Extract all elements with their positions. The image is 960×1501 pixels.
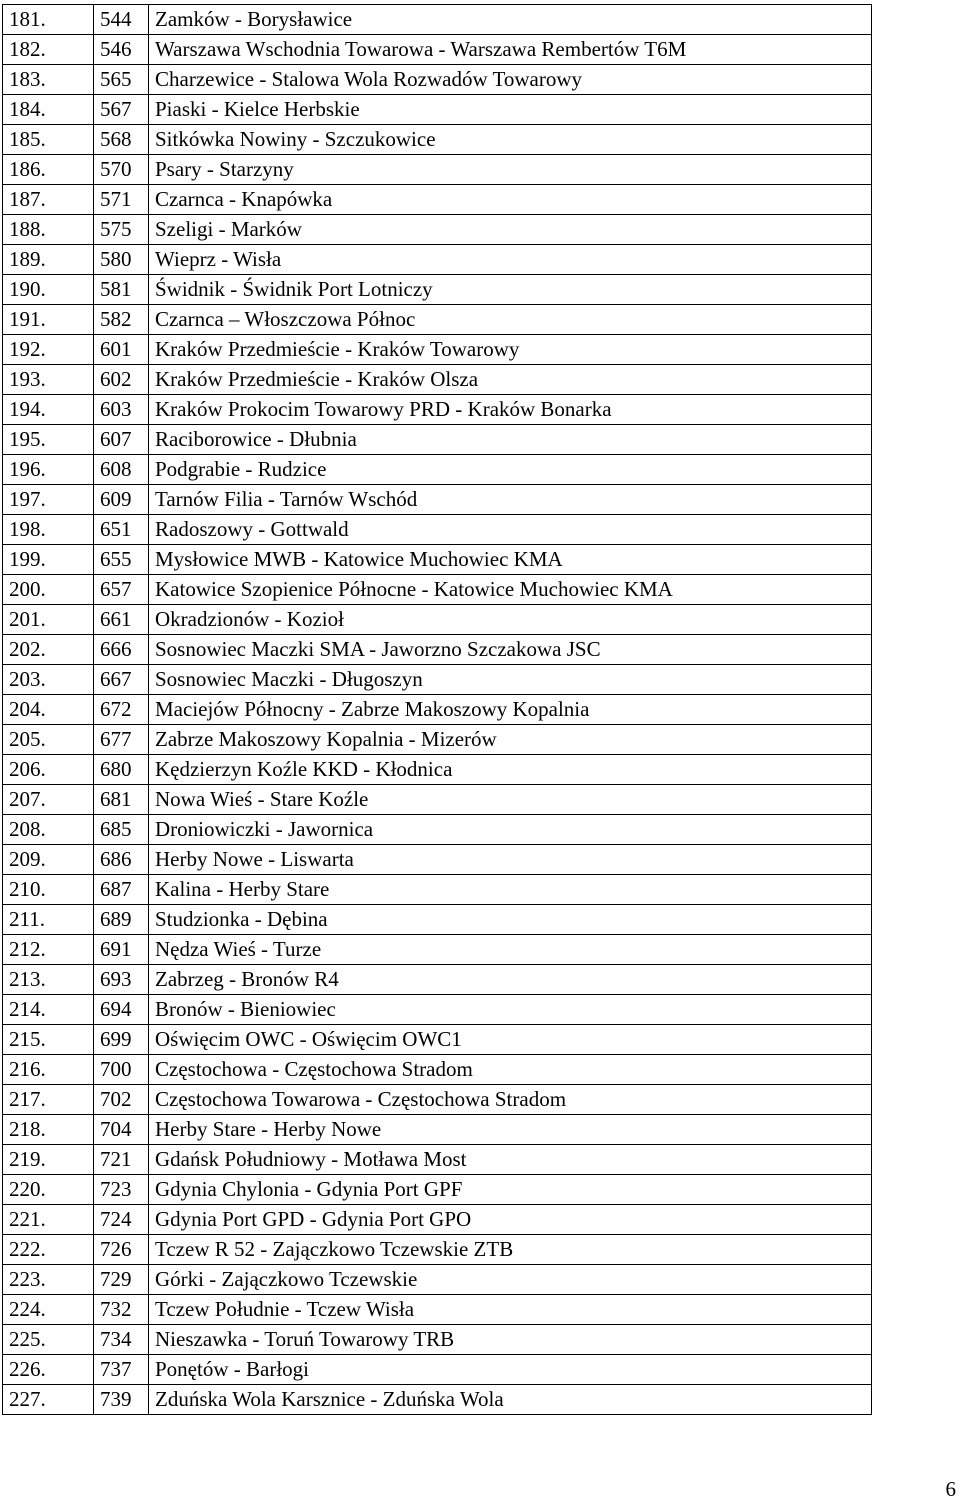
table-row [3, 1205, 872, 1235]
line-name-cell: Kraków Prokocim Towarowy PRD - Kraków Bonarka [149, 395, 872, 425]
table-row [3, 635, 872, 665]
railway-lines-table [2, 4, 872, 1415]
table-row [3, 185, 872, 215]
row-index-cell: 194. [3, 395, 94, 425]
table-row [3, 245, 872, 275]
row-index-cell: 196. [3, 455, 94, 485]
line-number-cell: 667 [94, 665, 149, 695]
table-row [3, 365, 872, 395]
line-number-cell: 737 [94, 1355, 149, 1385]
page-number: 6 [945, 1477, 956, 1501]
table-row [3, 605, 872, 635]
table-row [3, 305, 872, 335]
row-index-cell: 197. [3, 485, 94, 515]
line-name-cell: Kraków Przedmieście - Kraków Olsza [149, 365, 872, 395]
row-index-cell: 201. [3, 605, 94, 635]
line-name-cell: Częstochowa Towarowa - Częstochowa Stradom [149, 1085, 872, 1115]
line-name-cell: Tarnów Filia - Tarnów Wschód [149, 485, 872, 515]
line-name-cell: Gdynia Port GPD - Gdynia Port GPO [149, 1205, 872, 1235]
table-row [3, 785, 872, 815]
line-name-cell: Tczew R 52 - Zajączkowo Tczewskie ZTB [149, 1235, 872, 1265]
row-index-cell: 212. [3, 935, 94, 965]
line-name-cell: Wieprz - Wisła [149, 245, 872, 275]
table-row [3, 125, 872, 155]
table-row [3, 545, 872, 575]
line-name-cell: Bronów - Bieniowiec [149, 995, 872, 1025]
line-number-cell: 726 [94, 1235, 149, 1265]
line-name-cell: Podgrabie - Rudzice [149, 455, 872, 485]
table-row [3, 995, 872, 1025]
row-index-cell: 210. [3, 875, 94, 905]
line-number-cell: 685 [94, 815, 149, 845]
table-row [3, 1235, 872, 1265]
table-row [3, 1385, 872, 1415]
line-name-cell: Gdańsk Południowy - Motława Most [149, 1145, 872, 1175]
line-number-cell: 603 [94, 395, 149, 425]
table-row [3, 905, 872, 935]
row-index-cell: 202. [3, 635, 94, 665]
line-name-cell: Nieszawka - Toruń Towarowy TRB [149, 1325, 872, 1355]
table-row [3, 935, 872, 965]
row-index-cell: 182. [3, 35, 94, 65]
table-row [3, 425, 872, 455]
table-row [3, 965, 872, 995]
table-row [3, 1025, 872, 1055]
table-row [3, 485, 872, 515]
table-row [3, 875, 872, 905]
row-index-cell: 226. [3, 1355, 94, 1385]
table-row [3, 455, 872, 485]
row-index-cell: 208. [3, 815, 94, 845]
row-index-cell: 218. [3, 1115, 94, 1145]
line-number-cell: 702 [94, 1085, 149, 1115]
line-name-cell: Tczew Południe - Tczew Wisła [149, 1295, 872, 1325]
row-index-cell: 219. [3, 1145, 94, 1175]
line-number-cell: 581 [94, 275, 149, 305]
table-row [3, 725, 872, 755]
row-index-cell: 198. [3, 515, 94, 545]
row-index-cell: 205. [3, 725, 94, 755]
table-row [3, 515, 872, 545]
line-number-cell: 694 [94, 995, 149, 1025]
line-number-cell: 677 [94, 725, 149, 755]
table-row [3, 1175, 872, 1205]
line-number-cell: 723 [94, 1175, 149, 1205]
row-index-cell: 185. [3, 125, 94, 155]
table-row [3, 275, 872, 305]
line-number-cell: 544 [94, 5, 149, 35]
line-number-cell: 657 [94, 575, 149, 605]
line-number-cell: 691 [94, 935, 149, 965]
line-number-cell: 693 [94, 965, 149, 995]
table-row [3, 65, 872, 95]
table-row [3, 1115, 872, 1145]
line-number-cell: 704 [94, 1115, 149, 1145]
line-number-cell: 608 [94, 455, 149, 485]
row-index-cell: 204. [3, 695, 94, 725]
line-number-cell: 680 [94, 755, 149, 785]
line-number-cell: 580 [94, 245, 149, 275]
row-index-cell: 223. [3, 1265, 94, 1295]
line-number-cell: 687 [94, 875, 149, 905]
row-index-cell: 213. [3, 965, 94, 995]
table-row [3, 215, 872, 245]
line-number-cell: 666 [94, 635, 149, 665]
line-number-cell: 732 [94, 1295, 149, 1325]
line-number-cell: 689 [94, 905, 149, 935]
row-index-cell: 187. [3, 185, 94, 215]
line-name-cell: Psary - Starzyny [149, 155, 872, 185]
line-number-cell: 575 [94, 215, 149, 245]
line-number-cell: 724 [94, 1205, 149, 1235]
line-name-cell: Droniowiczki - Jawornica [149, 815, 872, 845]
table-body [3, 5, 872, 1415]
line-name-cell: Kalina - Herby Stare [149, 875, 872, 905]
table-row [3, 1325, 872, 1355]
line-name-cell: Zabrzeg - Bronów R4 [149, 965, 872, 995]
row-index-cell: 203. [3, 665, 94, 695]
row-index-cell: 207. [3, 785, 94, 815]
row-index-cell: 222. [3, 1235, 94, 1265]
line-name-cell: Ponętów - Barłogi [149, 1355, 872, 1385]
line-name-cell: Zabrze Makoszowy Kopalnia - Mizerów [149, 725, 872, 755]
row-index-cell: 181. [3, 5, 94, 35]
table-row [3, 155, 872, 185]
table-row [3, 665, 872, 695]
row-index-cell: 190. [3, 275, 94, 305]
line-name-cell: Zduńska Wola Karsznice - Zduńska Wola [149, 1385, 872, 1415]
row-index-cell: 224. [3, 1295, 94, 1325]
line-number-cell: 567 [94, 95, 149, 125]
line-number-cell: 568 [94, 125, 149, 155]
table-row [3, 575, 872, 605]
line-name-cell: Czarnca – Włoszczowa Północ [149, 305, 872, 335]
line-number-cell: 681 [94, 785, 149, 815]
line-number-cell: 601 [94, 335, 149, 365]
line-number-cell: 721 [94, 1145, 149, 1175]
row-index-cell: 209. [3, 845, 94, 875]
line-name-cell: Nowa Wieś - Stare Koźle [149, 785, 872, 815]
row-index-cell: 193. [3, 365, 94, 395]
row-index-cell: 186. [3, 155, 94, 185]
row-index-cell: 206. [3, 755, 94, 785]
row-index-cell: 216. [3, 1055, 94, 1085]
line-name-cell: Charzewice - Stalowa Wola Rozwadów Towarowy [149, 65, 872, 95]
row-index-cell: 211. [3, 905, 94, 935]
row-index-cell: 225. [3, 1325, 94, 1355]
line-number-cell: 672 [94, 695, 149, 725]
line-number-cell: 700 [94, 1055, 149, 1085]
line-name-cell: Zamków - Borysławice [149, 5, 872, 35]
row-index-cell: 183. [3, 65, 94, 95]
line-number-cell: 602 [94, 365, 149, 395]
row-index-cell: 215. [3, 1025, 94, 1055]
line-name-cell: Kraków Przedmieście - Kraków Towarowy [149, 335, 872, 365]
line-number-cell: 734 [94, 1325, 149, 1355]
line-name-cell: Radoszowy - Gottwald [149, 515, 872, 545]
line-number-cell: 546 [94, 35, 149, 65]
line-name-cell: Sosnowiec Maczki SMA - Jaworzno Szczakowa JSC [149, 635, 872, 665]
line-name-cell: Szeligi - Marków [149, 215, 872, 245]
line-name-cell: Gdynia Chylonia - Gdynia Port GPF [149, 1175, 872, 1205]
table-row [3, 5, 872, 35]
table-row [3, 815, 872, 845]
table-row [3, 845, 872, 875]
line-number-cell: 651 [94, 515, 149, 545]
row-index-cell: 188. [3, 215, 94, 245]
line-name-cell: Nędza Wieś - Turze [149, 935, 872, 965]
line-name-cell: Piaski - Kielce Herbskie [149, 95, 872, 125]
line-number-cell: 699 [94, 1025, 149, 1055]
line-number-cell: 686 [94, 845, 149, 875]
table-row [3, 35, 872, 65]
line-name-cell: Czarnca - Knapówka [149, 185, 872, 215]
line-name-cell: Okradzionów - Kozioł [149, 605, 872, 635]
table-row [3, 395, 872, 425]
row-index-cell: 221. [3, 1205, 94, 1235]
table-row [3, 1265, 872, 1295]
row-index-cell: 195. [3, 425, 94, 455]
line-name-cell: Górki - Zajączkowo Tczewskie [149, 1265, 872, 1295]
line-name-cell: Herby Nowe - Liswarta [149, 845, 872, 875]
row-index-cell: 220. [3, 1175, 94, 1205]
line-number-cell: 607 [94, 425, 149, 455]
table-row [3, 1055, 872, 1085]
line-number-cell: 565 [94, 65, 149, 95]
line-name-cell: Świdnik - Świdnik Port Lotniczy [149, 275, 872, 305]
row-index-cell: 199. [3, 545, 94, 575]
table-row [3, 755, 872, 785]
table-row [3, 1295, 872, 1325]
line-number-cell: 729 [94, 1265, 149, 1295]
line-name-cell: Warszawa Wschodnia Towarowa - Warszawa Rembertów T6M [149, 35, 872, 65]
row-index-cell: 184. [3, 95, 94, 125]
line-name-cell: Raciborowice - Dłubnia [149, 425, 872, 455]
line-name-cell: Oświęcim OWC - Oświęcim OWC1 [149, 1025, 872, 1055]
row-index-cell: 200. [3, 575, 94, 605]
table-row [3, 335, 872, 365]
row-index-cell: 192. [3, 335, 94, 365]
line-number-cell: 661 [94, 605, 149, 635]
line-name-cell: Sosnowiec Maczki - Długoszyn [149, 665, 872, 695]
row-index-cell: 191. [3, 305, 94, 335]
line-name-cell: Maciejów Północny - Zabrze Makoszowy Kopalnia [149, 695, 872, 725]
line-name-cell: Herby Stare - Herby Nowe [149, 1115, 872, 1145]
row-index-cell: 214. [3, 995, 94, 1025]
line-number-cell: 582 [94, 305, 149, 335]
line-name-cell: Częstochowa - Częstochowa Stradom [149, 1055, 872, 1085]
line-name-cell: Katowice Szopienice Północne - Katowice Muchowiec KMA [149, 575, 872, 605]
line-number-cell: 739 [94, 1385, 149, 1415]
table-row [3, 1085, 872, 1115]
line-name-cell: Mysłowice MWB - Katowice Muchowiec KMA [149, 545, 872, 575]
line-number-cell: 609 [94, 485, 149, 515]
row-index-cell: 227. [3, 1385, 94, 1415]
line-name-cell: Sitkówka Nowiny - Szczukowice [149, 125, 872, 155]
table-row [3, 1145, 872, 1175]
line-name-cell: Kędzierzyn Koźle KKD - Kłodnica [149, 755, 872, 785]
line-number-cell: 570 [94, 155, 149, 185]
line-name-cell: Studzionka - Dębina [149, 905, 872, 935]
table-row [3, 1355, 872, 1385]
table-row [3, 95, 872, 125]
row-index-cell: 189. [3, 245, 94, 275]
line-number-cell: 655 [94, 545, 149, 575]
row-index-cell: 217. [3, 1085, 94, 1115]
line-number-cell: 571 [94, 185, 149, 215]
table-row [3, 695, 872, 725]
